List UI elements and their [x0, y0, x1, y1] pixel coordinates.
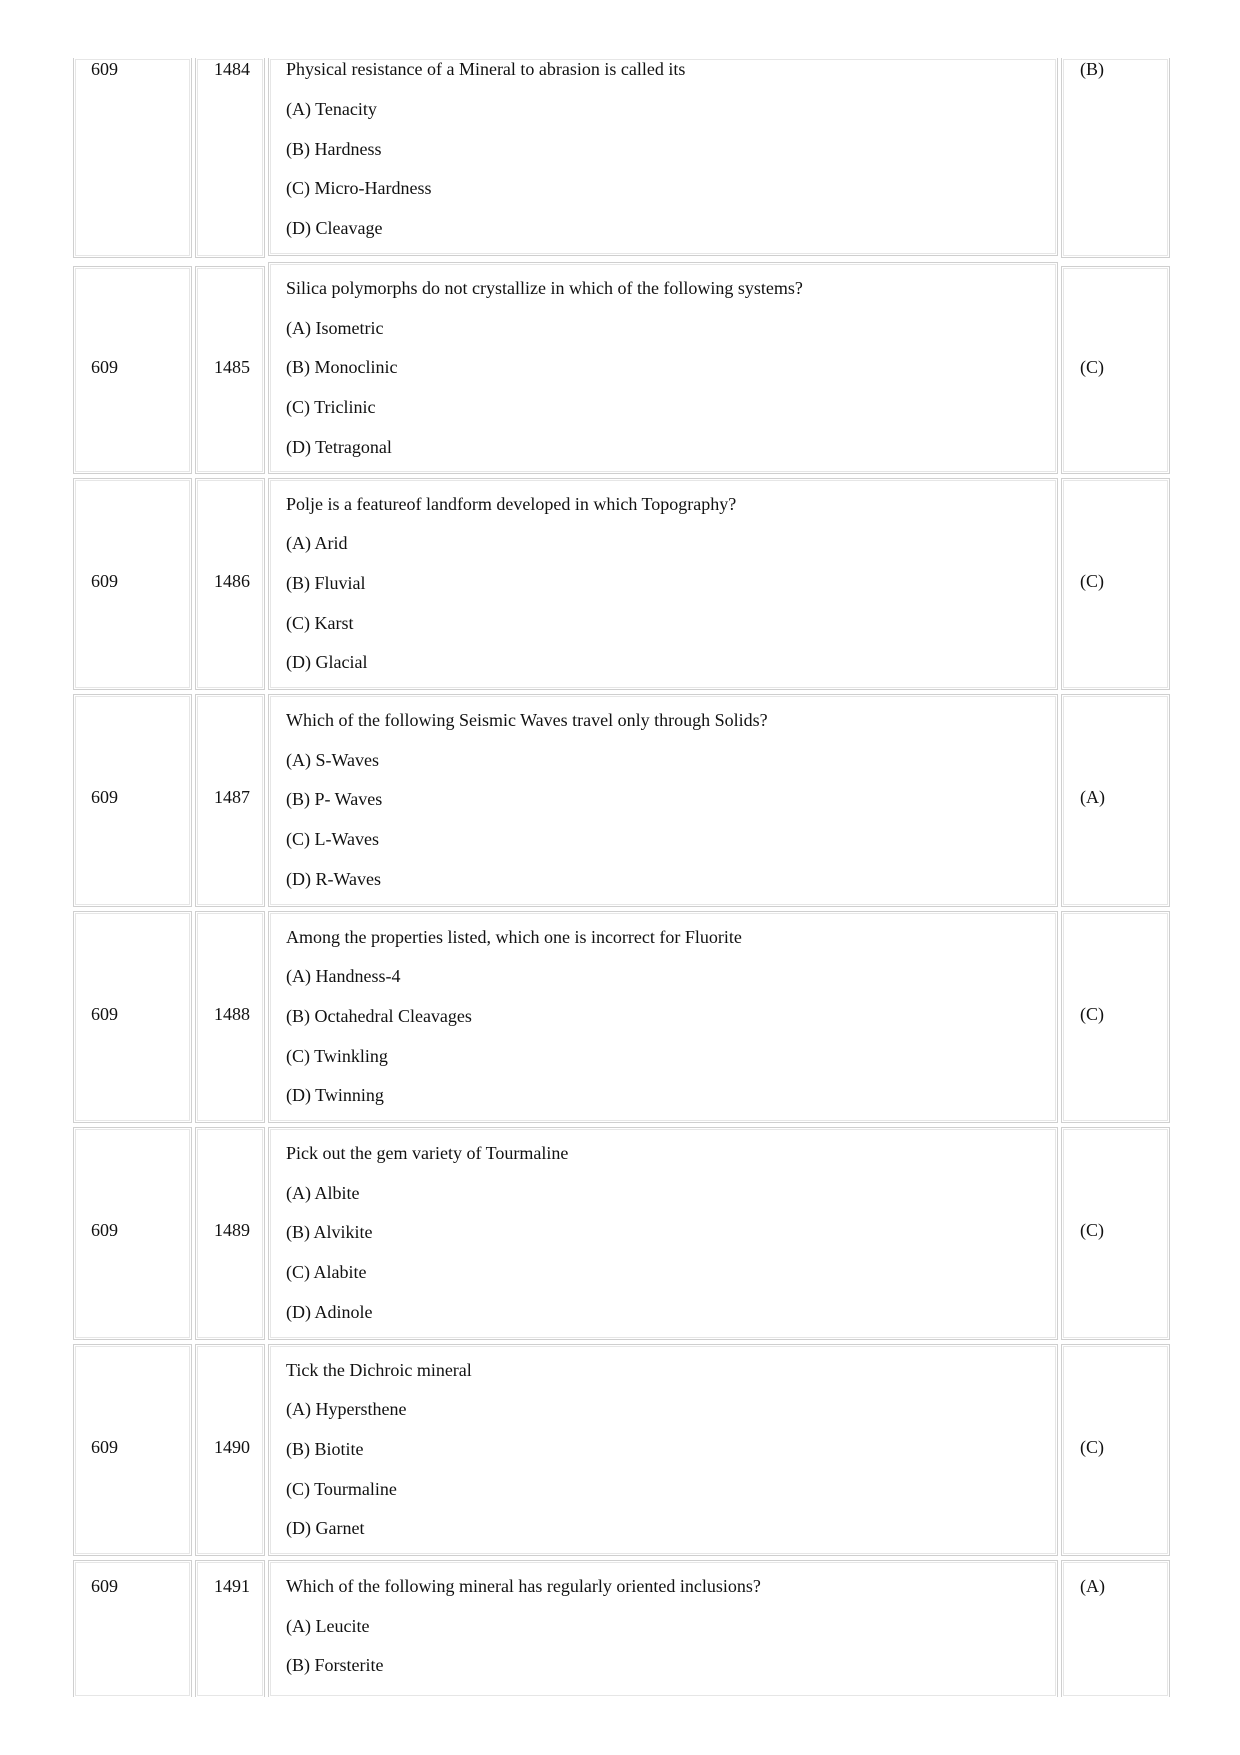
- option-b: (B) Biotite: [286, 1439, 364, 1459]
- answer-cell: [1061, 478, 1170, 690]
- table-row: [73, 1127, 1170, 1340]
- option-d: (D) R-Waves: [286, 869, 382, 889]
- question-cell: [268, 1560, 1058, 1697]
- question-text: Tick the Dichroic mineral: [286, 1360, 472, 1380]
- answer-cell: [1061, 58, 1170, 258]
- subject-code-cell: [73, 911, 192, 1123]
- question-text: Among the properties listed, which one is incorrect for Fluorite: [286, 927, 742, 947]
- answer: (A): [1080, 1576, 1105, 1596]
- subject-code: 609: [91, 571, 118, 591]
- subject-code-cell: [73, 1344, 192, 1556]
- answer-cell: [1061, 694, 1170, 907]
- answer-cell: [1061, 911, 1170, 1123]
- answer-cell: [1061, 1560, 1170, 1697]
- question-text: Which of the following Seismic Waves travel only through Solids?: [286, 710, 768, 730]
- table-row: [73, 1560, 1170, 1697]
- question-text: Physical resistance of a Mineral to abrasion is called its: [286, 59, 686, 79]
- answer: (A): [1080, 787, 1105, 807]
- question-id: 1490: [214, 1437, 250, 1457]
- option-a: (A) Handness-4: [286, 966, 401, 986]
- question-text: Pick out the gem variety of Tourmaline: [286, 1143, 569, 1163]
- option-a: (A) S-Waves: [286, 750, 380, 770]
- table-row: [73, 1344, 1170, 1556]
- question-text: Polje is a featureof landform developed in which Topography?: [286, 494, 737, 514]
- question-cell: [268, 262, 1058, 474]
- question-cell: [268, 1127, 1058, 1340]
- option-a: (A) Isometric: [286, 318, 384, 338]
- option-c: (C) L-Waves: [286, 829, 380, 849]
- option-c: (C) Triclinic: [286, 397, 376, 417]
- subject-code-cell: [73, 1560, 192, 1697]
- table-row: [73, 911, 1170, 1123]
- option-d: (D) Twinning: [286, 1085, 384, 1105]
- subject-code: 609: [91, 1437, 118, 1457]
- option-a: (A) Tenacity: [286, 99, 377, 119]
- option-a: (A) Albite: [286, 1183, 360, 1203]
- option-b: (B) Monoclinic: [286, 357, 398, 377]
- answer: (C): [1080, 1437, 1104, 1457]
- subject-code-cell: [73, 694, 192, 907]
- subject-code-cell: [73, 478, 192, 690]
- question-id-cell: [195, 266, 265, 474]
- question-id: 1486: [214, 571, 250, 591]
- option-a: (A) Hypersthene: [286, 1399, 407, 1419]
- table-row: [73, 478, 1170, 690]
- subject-code: 609: [91, 59, 118, 79]
- question-id-cell: [195, 58, 265, 258]
- answer: (C): [1080, 1220, 1104, 1240]
- option-d: (D) Cleavage: [286, 218, 383, 238]
- subject-code-cell: [73, 1127, 192, 1340]
- question-id-cell: [195, 478, 265, 690]
- option-b: (B) Octahedral Cleavages: [286, 1006, 472, 1026]
- option-d: (D) Garnet: [286, 1518, 365, 1538]
- table-row: [73, 58, 1170, 258]
- question-text: Silica polymorphs do not crystallize in which of the following systems?: [286, 278, 803, 298]
- question-id: 1491: [214, 1576, 250, 1596]
- answer-cell: [1061, 1127, 1170, 1340]
- table-row: [73, 694, 1170, 907]
- question-cell: [268, 1344, 1058, 1556]
- option-c: (C) Twinkling: [286, 1046, 388, 1066]
- option-b: (B) P- Waves: [286, 789, 383, 809]
- question-cell: [268, 58, 1058, 256]
- option-a: (A) Arid: [286, 533, 348, 553]
- question-cell: [268, 478, 1058, 690]
- subject-code: 609: [91, 1004, 118, 1024]
- answer: (B): [1080, 59, 1104, 79]
- question-id: 1488: [214, 1004, 250, 1024]
- question-id-cell: [195, 694, 265, 907]
- option-c: (C) Karst: [286, 613, 354, 633]
- question-id-cell: [195, 1127, 265, 1340]
- question-id-cell: [195, 911, 265, 1123]
- question-id: 1484: [214, 59, 250, 79]
- option-d: (D) Adinole: [286, 1302, 373, 1322]
- answer: (C): [1080, 1004, 1104, 1024]
- question-id: 1489: [214, 1220, 250, 1240]
- question-id: 1485: [214, 357, 250, 377]
- answer: (C): [1080, 357, 1104, 377]
- option-b: (B) Forsterite: [286, 1655, 384, 1675]
- subject-code-cell: [73, 58, 192, 258]
- question-text: Which of the following mineral has regularly oriented inclusions?: [286, 1576, 761, 1596]
- answer-cell: [1061, 1344, 1170, 1556]
- option-a: (A) Leucite: [286, 1616, 370, 1636]
- question-id: 1487: [214, 787, 250, 807]
- subject-code: 609: [91, 357, 118, 377]
- subject-code: 609: [91, 787, 118, 807]
- option-b: (B) Fluvial: [286, 573, 366, 593]
- subject-code: 609: [91, 1576, 118, 1596]
- option-b: (B) Hardness: [286, 139, 382, 159]
- option-d: (D) Glacial: [286, 652, 368, 672]
- question-id-cell: [195, 1560, 265, 1697]
- option-c: (C) Alabite: [286, 1262, 367, 1282]
- subject-code: 609: [91, 1220, 118, 1240]
- question-id-cell: [195, 1344, 265, 1556]
- option-c: (C) Micro-Hardness: [286, 178, 432, 198]
- option-c: (C) Tourmaline: [286, 1479, 397, 1499]
- question-cell: [268, 694, 1058, 907]
- option-d: (D) Tetragonal: [286, 437, 392, 457]
- table-row: [73, 262, 1170, 474]
- option-b: (B) Alvikite: [286, 1222, 373, 1242]
- subject-code-cell: [73, 266, 192, 474]
- answer-cell: [1061, 266, 1170, 474]
- question-cell: [268, 911, 1058, 1123]
- answer: (C): [1080, 571, 1104, 591]
